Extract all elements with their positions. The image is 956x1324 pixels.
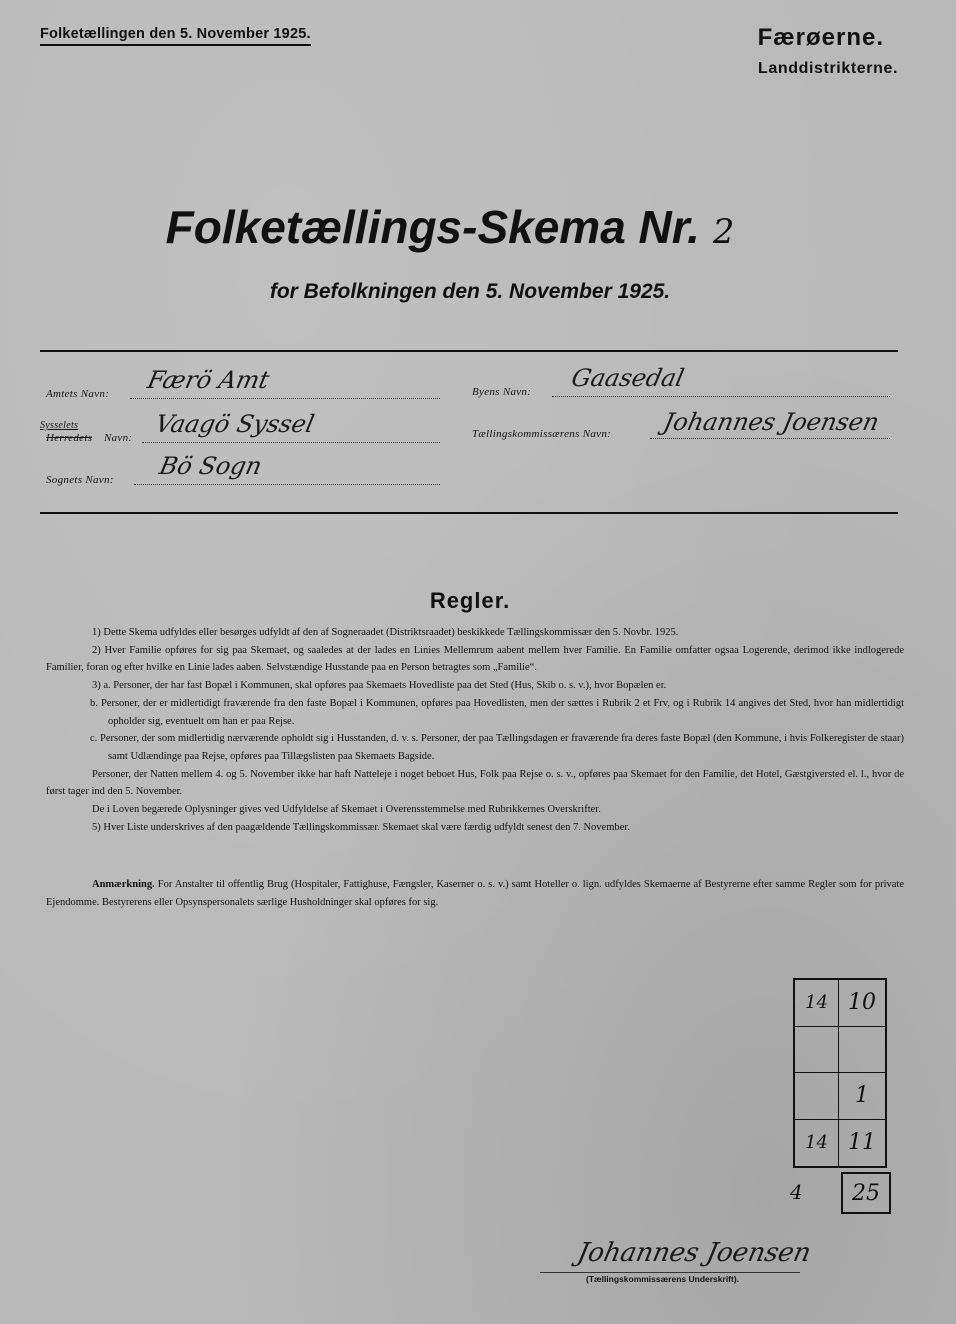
- amt-line: [130, 398, 440, 399]
- rule-3a: 3) a. Personer, der har fast Bopæl i Kommunen, skal opføres paa Skemaets Hovedliste paa det Sted (Hus, Skib o. s. v.), hvor Bopælen er.: [92, 680, 667, 692]
- by-line: [552, 396, 890, 397]
- tally-r3-left: [795, 1073, 839, 1120]
- rules-title: Regler.: [429, 588, 511, 613]
- census-header-date: Folketællingen den 5. November 1925.: [40, 26, 311, 46]
- rule-3b: b. Personer, der er midlertidigt fraværende fra den faste Bopæl i Kommunen, opføres paa Hovedlisten, men der sættes i Rubrik 2 et Frv, og i Rubrik 14 angives det Sted, hvor han midlertidigt opholder sig, eventuelt om han er paa Rejse.: [90, 697, 904, 727]
- note-block: [46, 876, 904, 911]
- tally-outside-left: 4: [790, 1180, 803, 1204]
- herred-line: [142, 442, 440, 443]
- by-label: Byens Navn:: [472, 386, 532, 398]
- rule-3d: Personer, der Natten mellem 4. og 5. November ikke har haft Natteleje i noget beboet Hus, Folk paa Rejse o. s. v., opføres paa Skemaet for den Familie, det Hotel, Gæstgiversted el. l., hvor de først tager ind den 5. November.: [46, 768, 904, 798]
- note-label: Anmærkning.: [92, 879, 155, 890]
- sogn-line: [134, 484, 440, 485]
- rule-1: 1) Dette Skema udfyldes eller besørges udfyldt af den af Sogneraadet (Distriktsraadet) beskikkede Tællingskommissær den 5. Novbr. 1925.: [92, 627, 679, 638]
- amt-label: Amtets Navn:: [46, 388, 110, 400]
- signature-line: [540, 1272, 800, 1273]
- rule-2: 2) Hver Familie opføres for sig paa Skemaet, og saaledes at der lades en Linies Mellemrum aabent mellem hver Familie. En Familie omfatter ogsaa Logerende, derimod ikke indlogerede Familier, foran og efter hvilke en Linie lades aaben. Selvstændige Husstande paa en Person betragtes som „Familie“.: [46, 644, 904, 674]
- tally-total: 25: [841, 1172, 891, 1214]
- rules-body: [46, 624, 904, 836]
- by-value: Gaasedal: [569, 364, 687, 392]
- form-number-handwritten: 2: [712, 212, 735, 252]
- tally-r2-left: [795, 1027, 839, 1074]
- herred-replacement: Sysselets: [40, 420, 79, 431]
- bottom-divider: [40, 512, 898, 514]
- rule-4: De i Loven begærede Oplysninger gives ved Udfyldelse af Skemaet i Overensstemmelse med Rubrikkernes Overskrifter.: [92, 804, 601, 816]
- tally-r4-right: 11: [848, 1130, 876, 1156]
- top-divider: [40, 350, 898, 352]
- form-title: [0, 200, 900, 254]
- signature-caption: (Tællingskommissærens Underskrift).: [586, 1274, 740, 1284]
- tally-r2-right: [839, 1027, 885, 1074]
- rule-3c: c. Personer, der som midlertidig nærværende opholdt sig i Husstanden, d. v. s. Personer, der paa Tællingsdagen er fraværende fra deres faste Bopæl (den Kommune, i hvis Folkeregister de staar) samt Udlændinge paa Rejse, opføres paa Tillægslisten paa Skemaets Bagside.: [90, 733, 904, 762]
- tally-r3-right: 1: [839, 1073, 885, 1120]
- district-subtitle: Landdistrikterne.: [757, 60, 898, 77]
- kommissaer-value: Johannes Joensen: [661, 408, 882, 436]
- tally-r4-left: 14: [795, 1120, 839, 1167]
- tally-table: [793, 978, 887, 1168]
- kommissaer-line: [650, 438, 890, 439]
- region-title: Færøerne.: [757, 24, 884, 51]
- amt-value: Færö Amt: [145, 366, 272, 394]
- herred-label: Navn:: [104, 432, 133, 444]
- herred-struck-label: Herredets: [46, 432, 93, 444]
- tally-r1-left: 14: [795, 980, 839, 1027]
- note-text: For Anstalter til offentlig Brug (Hospitaler, Fattighuse, Fængsler, Kaserner o. s. v.) samt Hoteller o. lign. udfyldes Skemaerne af Bestyrerne efter samme Regler som for private Ejendomme. Bestyrerens eller Opsynspersonalets særlige Husholdninger skal opføres for sig.: [46, 879, 904, 908]
- kommissaer-label: Tællingskommissærens Navn:: [472, 428, 612, 440]
- form-subtitle: for Befolkningen den 5. November 1925.: [269, 280, 671, 303]
- form-title-text: Folketællings-Skema Nr.: [165, 201, 700, 253]
- signature-handwritten: Johannes Joensen: [574, 1238, 814, 1268]
- sogn-value: Bö Sogn: [157, 452, 265, 480]
- rule-5: 5) Hver Liste underskrives af den paagældende Tællingskommissær. Skemaet skal være færdig udfyldt senest den 7. November.: [92, 821, 630, 833]
- sogn-label: Sognets Navn:: [46, 474, 114, 486]
- tally-r1-right: 10: [839, 980, 885, 1027]
- herred-value: Vaagö Syssel: [153, 410, 317, 438]
